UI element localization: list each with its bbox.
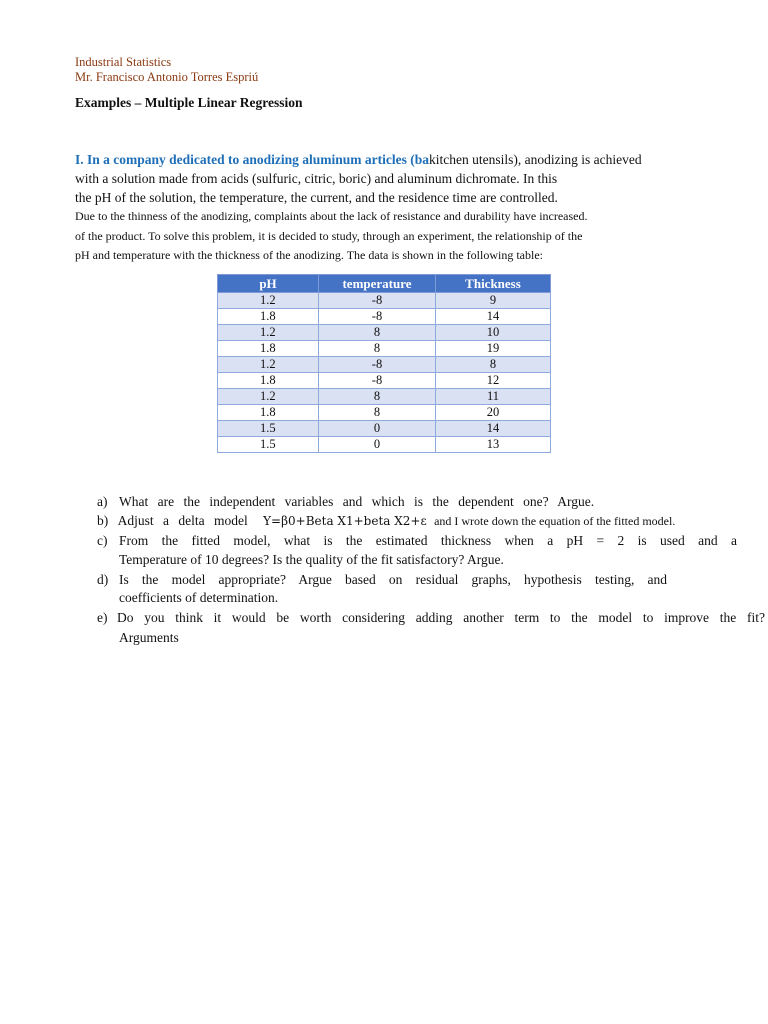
- cell-ph: 1.2: [218, 325, 319, 341]
- question-e-label-wrap: [97, 610, 108, 626]
- question-c-label: c): [97, 533, 108, 548]
- table-row: [218, 421, 551, 437]
- table-row: [218, 389, 551, 405]
- table-body: [218, 293, 551, 453]
- question-e-line-2: Arguments: [119, 630, 179, 645]
- table-row: [218, 309, 551, 325]
- question-e-line-1: Do you think it would be worth considering adding another term to the model to improve the fit?: [117, 610, 765, 625]
- question-d-label: d): [97, 572, 109, 587]
- question-a-label: a): [97, 494, 108, 509]
- cell-temperature: 8: [319, 325, 436, 341]
- question-b: [97, 513, 675, 529]
- intro-line-1: [75, 152, 642, 168]
- header-temperature: temperature: [319, 275, 436, 293]
- cell-thickness: 10: [436, 325, 551, 341]
- cell-thickness: 14: [436, 421, 551, 437]
- cell-thickness: 11: [436, 389, 551, 405]
- cell-temperature: 0: [319, 437, 436, 453]
- cell-thickness: 9: [436, 293, 551, 309]
- intro-lead: I. In a company dedicated to anodizing aluminum articles (ba: [75, 152, 430, 167]
- question-c-line-1: From the fitted model, what is the estimated thickness when a pH = 2 is used and a: [119, 533, 737, 548]
- cell-temperature: -8: [319, 309, 436, 325]
- course-name: Industrial Statistics: [75, 55, 172, 69]
- table-row: [218, 373, 551, 389]
- cell-temperature: -8: [319, 373, 436, 389]
- cell-temperature: 8: [319, 341, 436, 357]
- cell-ph: 1.5: [218, 421, 319, 437]
- instructor-name: Mr. Francisco Antonio Torres Espriú: [75, 70, 259, 84]
- cell-ph: 1.5: [218, 437, 319, 453]
- header-ph: pH: [218, 275, 319, 293]
- cell-thickness: 12: [436, 373, 551, 389]
- cell-thickness: 13: [436, 437, 551, 453]
- table-row: [218, 437, 551, 453]
- table-row: [218, 293, 551, 309]
- cell-ph: 1.8: [218, 405, 319, 421]
- cell-temperature: 8: [319, 389, 436, 405]
- cell-ph: 1.2: [218, 357, 319, 373]
- cell-temperature: -8: [319, 357, 436, 373]
- table-row: [218, 405, 551, 421]
- cell-thickness: 8: [436, 357, 551, 373]
- cell-temperature: 0: [319, 421, 436, 437]
- header-thickness: Thickness: [436, 275, 551, 293]
- intro-line-6: pH and temperature with the thickness of the anodizing. The data is shown in the following table:: [75, 248, 543, 262]
- cell-ph: 1.2: [218, 293, 319, 309]
- question-c-line-2: Temperature of 10 degrees? Is the quality of the fit satisfactory? Argue.: [119, 552, 504, 567]
- table-header-row: [218, 275, 551, 293]
- question-b-label: b): [97, 513, 109, 528]
- cell-thickness: 19: [436, 341, 551, 357]
- cell-temperature: 8: [319, 405, 436, 421]
- question-d-label-wrap: [97, 572, 108, 588]
- question-a-text: What are the independent variables and which is the dependent one? Argue.: [119, 494, 595, 509]
- question-d-line-2: coefficients of determination.: [119, 590, 279, 605]
- intro-line-3: the pH of the solution, the temperature, the current, and the residence time are controlled.: [75, 190, 558, 205]
- table-row: [218, 357, 551, 373]
- model-equation: Y=β0+Beta X1+beta X2+ε: [263, 514, 427, 528]
- cell-ph: 1.8: [218, 309, 319, 325]
- cell-thickness: 14: [436, 309, 551, 325]
- question-d-line-1: Is the model appropriate? Argue based on residual graphs, hypothesis testing, and: [119, 572, 667, 587]
- page-title: Examples – Multiple Linear Regression: [75, 95, 303, 110]
- intro-line-1-rest: kitchen utensils), anodizing is achieved: [429, 152, 642, 167]
- question-c-label-wrap: [97, 533, 108, 549]
- table-row: [218, 341, 551, 357]
- intro-line-4: Due to the thinness of the anodizing, complaints about the lack of resistance and durability have increased.: [75, 209, 588, 223]
- question-e-label: e): [97, 610, 108, 625]
- question-b-text: Adjust a delta model: [117, 513, 248, 528]
- intro-line-5: of the product. To solve this problem, it is decided to study, through an experiment, the relationship of the: [75, 229, 583, 243]
- table-row: [218, 325, 551, 341]
- data-table: [217, 274, 551, 453]
- cell-ph: 1.8: [218, 341, 319, 357]
- cell-temperature: -8: [319, 293, 436, 309]
- intro-line-2: with a solution made from acids (sulfuric, citric, boric) and aluminum dichromate. In this: [75, 171, 558, 186]
- cell-ph: 1.8: [218, 373, 319, 389]
- cell-ph: 1.2: [218, 389, 319, 405]
- question-b-tail: and I wrote down the equation of the fitted model.: [434, 514, 676, 528]
- question-a: [97, 494, 641, 510]
- cell-thickness: 20: [436, 405, 551, 421]
